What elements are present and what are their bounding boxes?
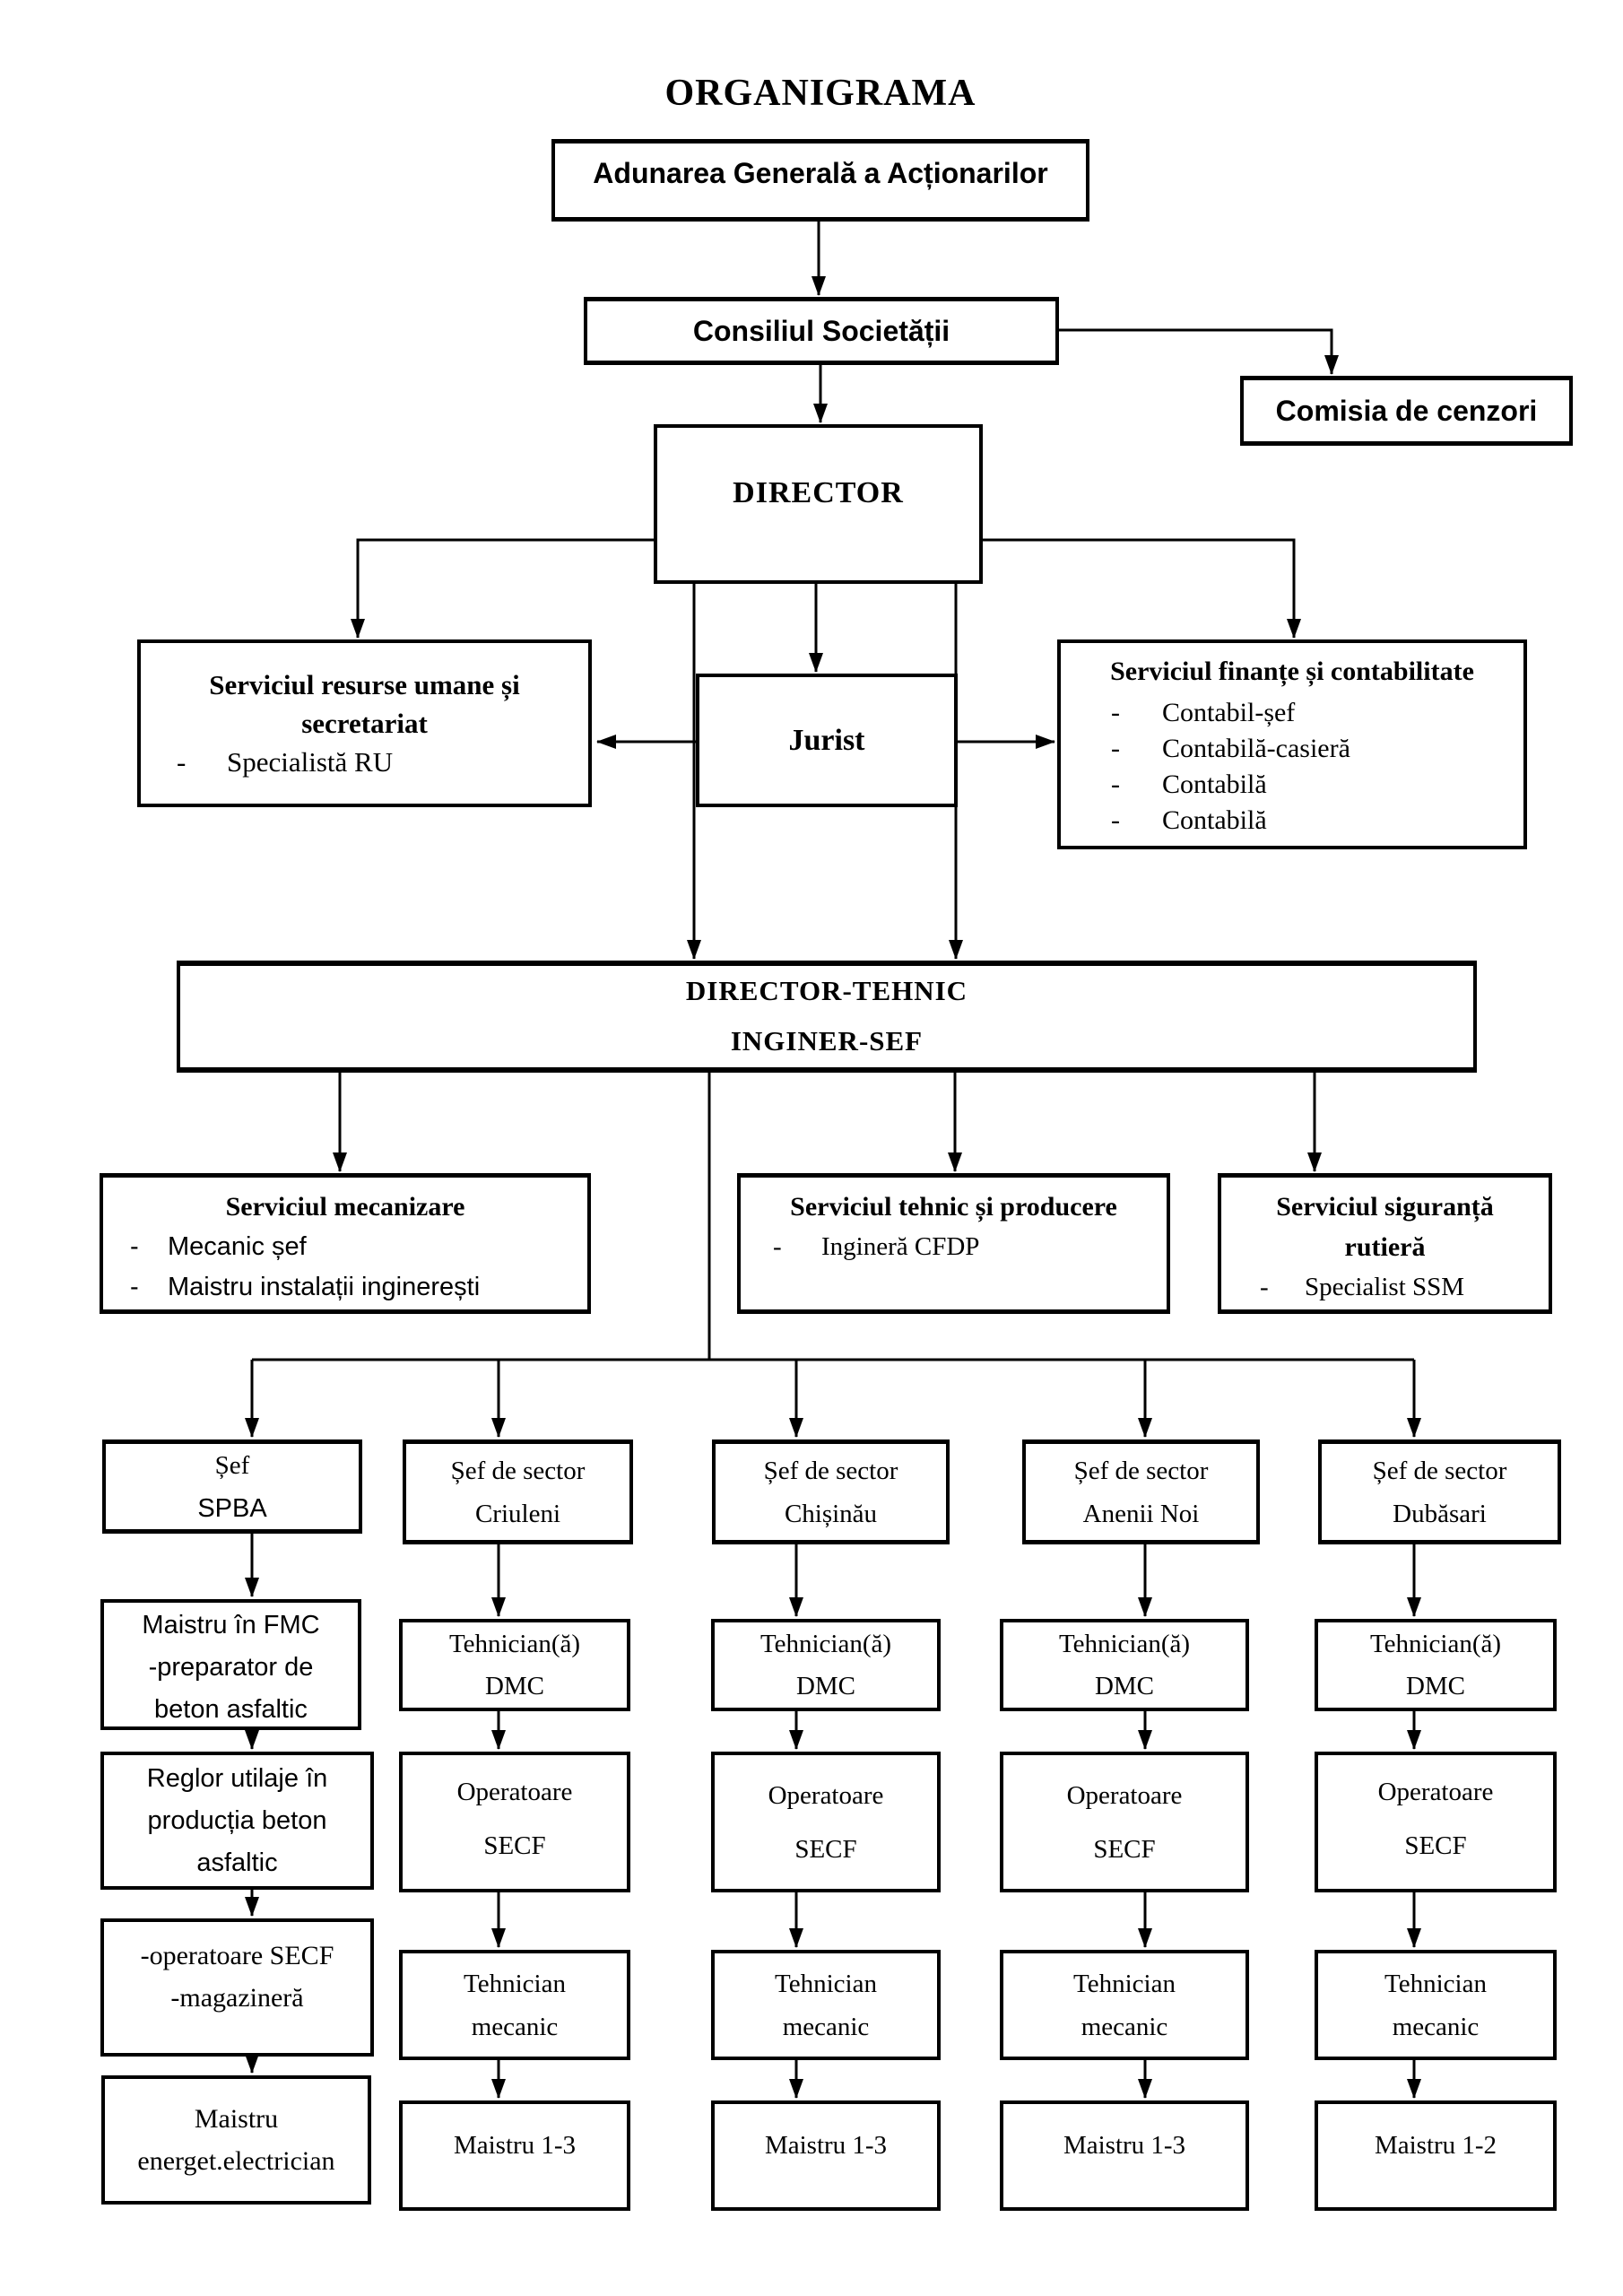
dash: - [1111,805,1120,835]
list-item [1111,695,1574,731]
node-line2: -magazineră [170,1983,304,2013]
node-line2: mecanic [1392,2012,1480,2041]
node-title: Serviciul finanțe și contabilitate [1110,657,1474,686]
node-label: DIRECTOR [733,476,904,510]
node-operatoare-secf-magazinera [100,1918,374,2057]
node-chisinau-tehnician-dmc [711,1619,941,1711]
node-consiliul-societatii [584,297,1059,365]
node-criuleni-tehnician-mecanic [399,1950,630,2060]
list-item-text: Contabilă-casieră [1162,734,1350,763]
wire-consiliul-comisia [1059,330,1332,374]
node-serviciul-tehnic-producere [737,1173,1170,1314]
dash: - [773,1232,782,1261]
node-director-tehnic [177,961,1477,1073]
node-anenii-tehnician-mecanic [1000,1950,1249,2060]
node-line1: Operatoare [456,1777,573,1806]
node-line1: Maistru [194,2104,279,2134]
node-label: Consiliul Societății [692,314,950,347]
node-line2: SECF [1404,1831,1467,1860]
node-line1: Tehnician(ă) [1058,1629,1191,1658]
node-line2: DMC [1405,1671,1466,1700]
node-line1: Maistru în FMC [142,1610,320,1639]
node-jurist [696,674,958,807]
node-line2: producția beton [147,1805,327,1835]
wire-director-resurse-umane [358,540,654,638]
node-label: Adunarea Generală a Acționarilor [593,156,1048,189]
node-criuleni-maistru [399,2100,630,2211]
node-sef-sector-dubasari [1318,1439,1561,1544]
node-label: Maistru 1-3 [764,2131,888,2161]
node-label: Maistru 1-2 [1374,2131,1497,2161]
node-line1: Tehnician(ă) [759,1629,892,1658]
node-line3: asfaltic [196,1848,278,1877]
node-serviciul-mecanizare [100,1173,591,1314]
node-reglor-utilaje [100,1752,374,1890]
dash: - [1111,734,1120,763]
node-dubasari-maistru [1315,2100,1557,2211]
dash: - [130,1273,139,1301]
node-line1: -operatoare SECF [140,1941,334,1970]
list-item-text: Contabil-șef [1162,698,1296,727]
node-line1: DIRECTOR-TEHNIC [685,974,968,1006]
list-item [130,1227,614,1267]
list-item-text: Maistru instalații inginerești [168,1273,481,1301]
node-line1: Șef [214,1450,250,1480]
dash: - [1111,698,1120,727]
node-dubasari-tehnician-mecanic [1315,1950,1557,2060]
node-line1: Tehnician(ă) [448,1629,581,1658]
list-item-text: Contabilă [1162,770,1267,799]
node-serviciul-resurse-umane [137,639,592,807]
node-line2: Chișinău [784,1499,878,1528]
page-title: ORGANIGRAMA [664,73,976,114]
node-line1: Operatoare [768,1780,884,1810]
dash: - [1111,770,1120,799]
node-line1: Șef de sector [450,1456,586,1485]
node-title: Serviciul mecanizare [225,1192,465,1222]
list-item [1111,803,1574,839]
node-maistru-energet-electrician [101,2075,371,2205]
node-criuleni-operatoare-secf [399,1752,630,1892]
node-line2: SECF [794,1834,857,1864]
node-line1: Tehnician [775,1969,877,1998]
list-item [177,743,624,781]
node-director [654,424,983,584]
node-line2: Anenii Noi [1082,1499,1200,1528]
node-sef-spba [102,1439,362,1534]
node-line2: Criuleni [474,1499,561,1528]
node-line1: Operatoare [1066,1780,1183,1810]
node-label: Maistru 1-3 [1063,2131,1186,2161]
node-line1: Operatoare [1377,1777,1494,1806]
node-title-line2: secretariat [301,708,428,739]
node-label: Jurist [788,723,865,757]
node-dubasari-tehnician-dmc [1315,1619,1557,1711]
node-line1: Reglor utilaje în [146,1763,328,1793]
list-item [773,1227,1199,1267]
node-line2: DMC [1094,1671,1155,1700]
node-label: Maistru 1-3 [453,2131,577,2161]
node-line1: Șef de sector [763,1456,898,1485]
node-title: Serviciul tehnic și producere [790,1192,1117,1222]
node-comisia-de-cenzori [1240,376,1573,446]
node-label: Comisia de cenzori [1275,394,1538,427]
node-line2: DMC [795,1671,856,1700]
node-chisinau-tehnician-mecanic [711,1950,941,2060]
node-sef-sector-chisinau [712,1439,950,1544]
list-item-text: Specialist SSM [1305,1273,1465,1301]
node-serviciul-finante [1057,639,1527,849]
node-line3: beton asfaltic [154,1694,308,1724]
node-line2: energet.electrician [137,2146,335,2176]
dash: - [177,746,187,778]
node-line2: -preparator de [148,1652,314,1682]
list-item [130,1267,614,1308]
dash: - [130,1232,139,1261]
node-anenii-maistru [1000,2100,1249,2211]
wire-director-finante [983,540,1294,638]
node-title-line1: Serviciul siguranță [1276,1192,1494,1222]
node-title-line1: Serviciul resurse umane și [209,669,520,700]
list-item-text: Ingineră CFDP [821,1232,980,1261]
node-line1: Tehnician(ă) [1369,1629,1502,1658]
node-chisinau-maistru [711,2100,941,2211]
node-criuleni-tehnician-dmc [399,1619,630,1711]
node-line2: mecanic [471,2012,559,2041]
dash: - [1260,1273,1269,1301]
node-title-line2: rutieră [1344,1232,1426,1262]
node-line2: SECF [483,1831,546,1860]
node-line2: DMC [484,1671,545,1700]
list-item-text: Mecanic șef [168,1232,307,1261]
node-sef-sector-anenii-noi [1022,1439,1260,1544]
node-line2: mecanic [782,2012,870,2041]
node-dubasari-operatoare-secf [1315,1752,1557,1892]
node-line2: SPBA [197,1493,267,1523]
node-line2: mecanic [1081,2012,1168,2041]
node-line1: Șef de sector [1372,1456,1507,1485]
node-line1: Tehnician [1073,1969,1176,1998]
list-item-text: Contabilă [1162,805,1267,835]
node-line2: Dubăsari [1393,1499,1487,1528]
node-anenii-operatoare-secf [1000,1752,1249,1892]
node-line1: Tehnician [1384,1969,1487,1998]
node-line2: INGINER-SEF [730,1025,924,1057]
list-item-text: Specialistă RU [227,746,394,778]
node-adunarea-generala [551,139,1089,222]
node-anenii-tehnician-dmc [1000,1619,1249,1711]
node-line1: Șef de sector [1073,1456,1209,1485]
node-line1: Tehnician [464,1969,566,1998]
node-maistru-fmc [100,1599,361,1730]
node-serviciul-siguranta-rutiera [1218,1173,1552,1314]
list-item [1260,1267,1587,1308]
node-chisinau-operatoare-secf [711,1752,941,1892]
list-item [1111,731,1574,767]
node-line2: SECF [1093,1834,1156,1864]
node-sef-sector-criuleni [403,1439,633,1544]
list-item [1111,767,1574,803]
